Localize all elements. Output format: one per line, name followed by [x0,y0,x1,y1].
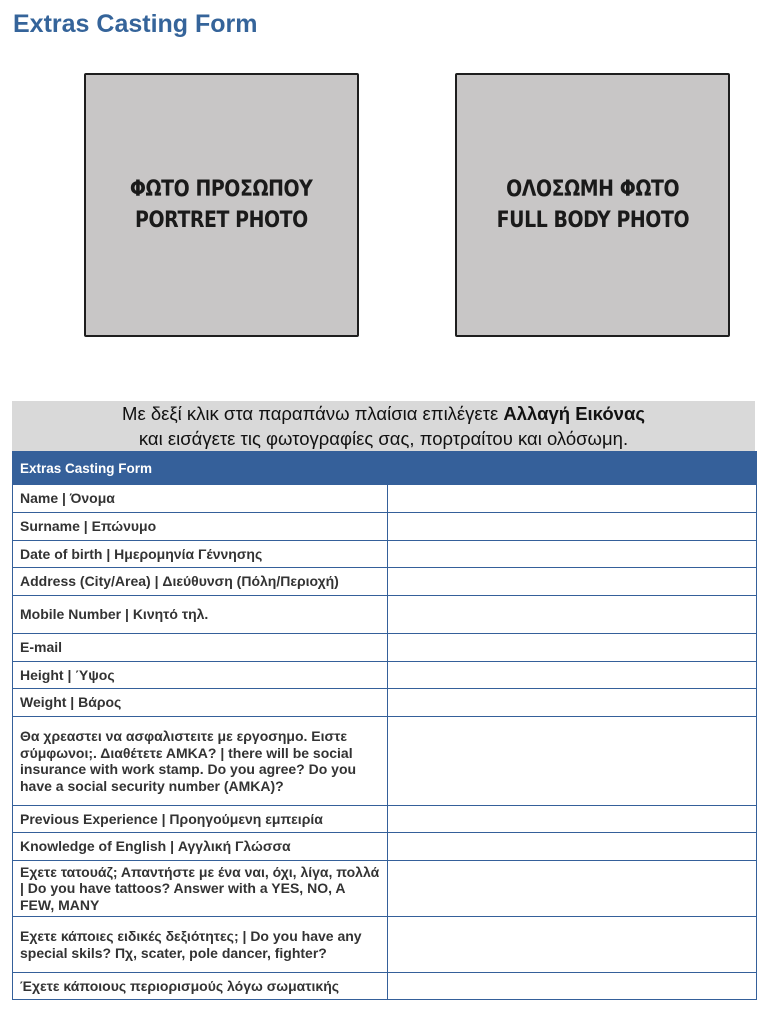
form-row-name [13,485,757,513]
instruction-line-1-text: Με δεξί κλικ στα παραπάνω πλαίσια επιλέγετε [122,403,504,424]
form-row-physical-limitations [13,973,757,1000]
instruction-line-2: και εισάγετε τις φωτογραφίες σας, πορτραίτου και ολόσωμη. [138,428,629,449]
field-label-name: Name | Όνομα [13,485,388,513]
form-row-date-of-birth [13,541,757,568]
full-body-photo-placeholder[interactable] [455,73,730,337]
form-row-email [13,634,757,662]
form-row-tattoos [13,861,757,917]
field-input-email[interactable] [388,634,757,662]
field-label-tattoos: Εχετε τατουάζ; Απαντήστε με ένα ναι, όχι, λίγα, πολλά | Do you have tattoos? Answer with a YES, NO, A FEW, MANY [13,861,388,917]
portrait-photo-placeholder[interactable] [84,73,359,337]
field-input-physical-limitations[interactable] [388,973,757,1000]
field-input-date-of-birth[interactable] [388,541,757,568]
field-label-previous-experience: Previous Experience | Προηγούμενη εμπειρία [13,806,388,833]
field-input-special-skills[interactable] [388,917,757,973]
field-label-social-insurance: Θα χρεαστει να ασφαλιστειτε με εργοσημο. Ειστε σύμφωνοι;. Διαθέτετε ΑΜΚΑ? | there will be social insurance with work stamp. Do you agree? Do you have a social security number (ΑΜΚΑ)? [13,717,388,806]
field-input-english[interactable] [388,833,757,861]
field-label-date-of-birth: Date of birth | Ημερομηνία Γέννησης [13,541,388,568]
form-row-mobile [13,596,757,634]
full-body-photo-label-english: FULL BODY PHOTO [496,208,689,233]
form-header: Extras Casting Form [13,452,757,485]
field-input-social-insurance[interactable] [388,717,757,806]
field-input-mobile[interactable] [388,596,757,634]
form-row-surname [13,513,757,541]
field-input-tattoos[interactable] [388,861,757,917]
field-label-physical-limitations: Έχετε κάποιους περιορισμούς λόγω σωματικής [13,973,388,1000]
page-title: Extras Casting Form [13,10,258,38]
field-input-address[interactable] [388,568,757,596]
field-input-height[interactable] [388,662,757,689]
field-input-name[interactable] [388,485,757,513]
photo-instruction-banner [12,401,755,451]
field-label-surname: Surname | Επώνυμο [13,513,388,541]
field-label-special-skills: Εχετε κάποιες ειδικές δεξιότητες; | Do you have any special skils? Πχ, scater, pole dancer, fighter? [13,917,388,973]
field-label-address: Address (City/Area) | Διεύθυνση (Πόλη/Περιοχή) [13,568,388,596]
field-input-surname[interactable] [388,513,757,541]
field-label-weight: Weight | Βάρος [13,689,388,717]
portrait-photo-label-greek: ΦΩΤΟ ΠΡΟΣΩΠΟΥ [130,177,313,202]
form-header-row [13,452,757,485]
field-label-english: Knowledge of English | Αγγλική Γλώσσα [13,833,388,861]
casting-form-table [12,451,757,1000]
field-label-email: E-mail [13,634,388,662]
form-row-address [13,568,757,596]
field-input-previous-experience[interactable] [388,806,757,833]
field-label-height: Height | Ύψος [13,662,388,689]
form-row-height [13,662,757,689]
full-body-photo-label-greek: ΟΛΟΣΩΜΗ ΦΩΤΟ [505,177,680,202]
portrait-photo-label-english: PORTRET PHOTO [135,208,308,233]
form-row-english [13,833,757,861]
form-row-weight [13,689,757,717]
form-row-social-insurance [13,717,757,806]
instruction-line-1 [12,401,755,426]
field-label-mobile: Mobile Number | Κινητό τηλ. [13,596,388,634]
instruction-change-image-label: Αλλαγή Εικόνας [503,403,645,424]
field-input-weight[interactable] [388,689,757,717]
form-row-special-skills [13,917,757,973]
form-row-previous-experience [13,806,757,833]
